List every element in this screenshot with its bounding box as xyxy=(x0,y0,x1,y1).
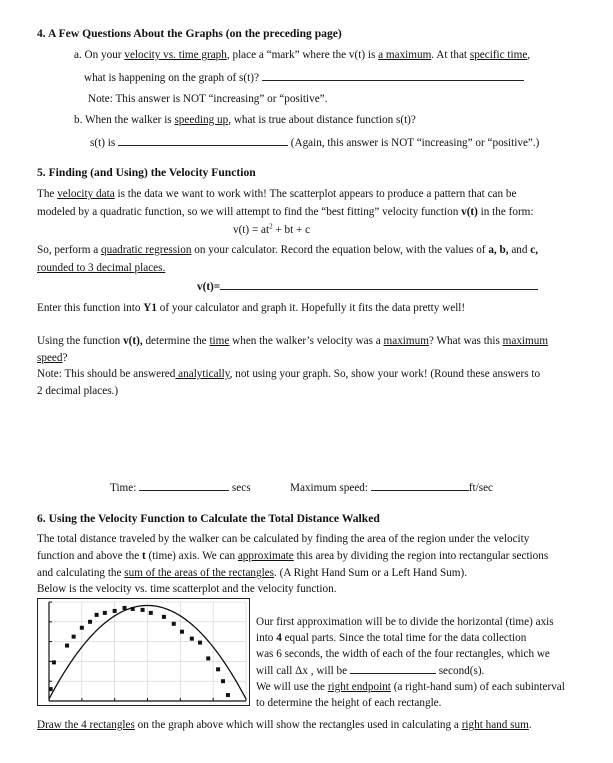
s6-final-link: Draw the 4 rectangles xyxy=(37,719,135,731)
data-point xyxy=(88,620,92,624)
s5-p3 xyxy=(37,301,465,315)
s6-final xyxy=(37,718,532,732)
s5-p4-a: Using the function xyxy=(37,335,124,347)
q4a-note: Note: This answer is NOT “increasing” or “positive”. xyxy=(88,93,328,105)
formula-sup: 2 xyxy=(269,222,273,231)
max-speed-answer-blank[interactable] xyxy=(371,480,469,491)
s5-formula xyxy=(233,223,310,237)
s6-r5b: (a right-hand sum) of each subinterval xyxy=(390,681,565,693)
s5-p5-line2: 2 decimal places.) xyxy=(37,385,119,397)
data-point xyxy=(52,660,56,664)
q4b-line1 xyxy=(74,113,416,127)
vt-answer-blank[interactable] xyxy=(220,279,538,290)
s5-p5-line1 xyxy=(37,367,540,381)
q4b-line2 xyxy=(90,135,539,150)
data-point xyxy=(172,622,176,626)
q4a-mid2: . At that xyxy=(431,49,470,61)
s5-p5-b: , not using your graph. So, show your work! (Round these answers to xyxy=(229,368,541,380)
data-point xyxy=(65,644,69,648)
data-point xyxy=(180,630,184,634)
s5-p1-vt: v(t) xyxy=(461,206,478,218)
data-point xyxy=(190,637,194,641)
s5-p4-line2 xyxy=(37,351,67,365)
s5-p2-c: c, xyxy=(530,244,539,256)
data-point xyxy=(206,656,210,660)
s6-l2 xyxy=(37,549,548,563)
s6-l4: Below is the velocity vs. time scatterplot and the velocity function. xyxy=(37,583,337,595)
s5-p4-c: when the walker’s velocity was a xyxy=(229,335,384,347)
q4b-answer-blank[interactable] xyxy=(118,135,288,146)
s5-p4-time: time xyxy=(209,335,230,347)
data-point xyxy=(123,606,127,610)
secs-label: secs xyxy=(231,482,251,494)
q4b-end: , what is true about distance function s(t)? xyxy=(228,114,416,126)
s6-r2c: equal parts. Since the total time for the data collection xyxy=(281,632,527,644)
s6-l2b: (time) axis. We can xyxy=(145,550,238,562)
s6-r2a: into xyxy=(256,632,277,644)
s5-p5-link: analytically xyxy=(175,368,230,380)
s6-r5 xyxy=(256,680,565,694)
s6-l2link: approximate xyxy=(237,550,294,562)
s6-r4 xyxy=(256,663,484,678)
data-point xyxy=(103,611,107,615)
s5-p2-line2: rounded to 3 decimal places. xyxy=(37,262,166,274)
s5-p4-b: determine the xyxy=(142,335,210,347)
s5-p1-b: is the data we want to work with! The scatterplot appears to produce a pattern that can be xyxy=(114,188,517,200)
data-point xyxy=(80,626,84,630)
s5-p3-a: Enter this function into xyxy=(37,302,144,314)
s6-r6: to determine the height of each rectangle. xyxy=(256,697,442,709)
s5-p4-qmark: ? xyxy=(62,352,68,364)
vt-label: v(t)= xyxy=(197,281,221,293)
formula-b: + bt + c xyxy=(272,224,311,236)
s5-p1-link: velocity data xyxy=(57,188,115,200)
data-point xyxy=(198,641,202,645)
q4a-line1 xyxy=(74,48,530,62)
s5-p4-maxlink: maximum xyxy=(502,335,549,347)
s5-p1-line2b: in the form: xyxy=(477,206,534,218)
q4b-note: (Again, this answer is NOT “increasing” or “positive”.) xyxy=(290,137,540,149)
data-point xyxy=(149,611,153,615)
max-speed-row xyxy=(290,480,493,495)
section-6-heading: 6. Using the Velocity Function to Calculate the Total Distance Walked xyxy=(37,512,380,525)
time-label: Time: xyxy=(110,482,137,494)
data-point xyxy=(216,667,220,671)
s6-final-end: . xyxy=(528,719,532,731)
s5-p2-a: So, perform a xyxy=(37,244,102,256)
q4a-end: , xyxy=(527,49,531,61)
s5-p3-y1: Y1 xyxy=(143,302,157,314)
s6-l2t: t xyxy=(142,550,146,562)
s5-p2-abc: a, b, xyxy=(488,244,509,256)
q4a-answer-blank[interactable] xyxy=(262,70,524,81)
data-point xyxy=(95,613,99,617)
s5-p4-speed: speed xyxy=(37,352,63,364)
s5-p1-line2a: modeled by a quadratic function, so we will attempt to find the “best fitting” velocity function xyxy=(37,206,462,218)
s5-p2-b: on your calculator. Record the equation below, with the values of xyxy=(191,244,489,256)
section-4-heading: 4. A Few Questions About the Graphs (on the preceding page) xyxy=(37,27,342,40)
time-answer-blank[interactable] xyxy=(139,480,229,491)
s6-l3 xyxy=(37,566,467,580)
s6-r1: Our first approximation will be to divide the horizontal (time) axis xyxy=(256,616,554,628)
q4b-label: s(t) is xyxy=(90,137,116,149)
s6-l2c: this area by dividing the region into rectangular sections xyxy=(293,550,549,562)
fts-label: ft/sec xyxy=(468,482,494,494)
s6-r2b: 4 xyxy=(276,632,282,644)
s6-l3link: sum of the areas of the rectangles xyxy=(124,567,275,579)
delta-x-answer-blank[interactable] xyxy=(350,663,436,674)
q4a-mid1: , place a “mark” where the v(t) is xyxy=(226,49,379,61)
s5-p4-max: maximum xyxy=(383,335,429,347)
s5-p3-b: of your calculator and graph it. Hopefully it fits the data pretty well! xyxy=(156,302,466,314)
s6-r5link: right endpoint xyxy=(327,681,391,693)
q4b-link: speeding up xyxy=(174,114,229,126)
q4a-link-graph: velocity vs. time graph xyxy=(124,49,227,61)
s5-p4-line1 xyxy=(37,334,548,348)
data-point xyxy=(131,607,135,611)
data-point xyxy=(49,687,53,691)
q4a-question: what is happening on the graph of s(t)? xyxy=(84,72,259,84)
s6-r5a: We will use the xyxy=(256,681,328,693)
s6-r4a: will call Δx , will be xyxy=(256,665,348,677)
data-point xyxy=(226,693,230,697)
s5-p2-and: and xyxy=(508,244,531,256)
s5-p2-link: quadratic regression xyxy=(101,244,192,256)
max-speed-label: Maximum speed: xyxy=(290,482,368,494)
data-point xyxy=(113,609,117,613)
s5-p4-vt: v(t), xyxy=(123,335,143,347)
s6-final-mid: on the graph above which will show the rectangles used in calculating a xyxy=(134,719,462,731)
q4a-link-max: a maximum xyxy=(378,49,432,61)
s5-vt-line xyxy=(197,279,538,294)
section-5-heading: 5. Finding (and Using) the Velocity Function xyxy=(37,166,256,179)
s6-l3b: . (A Right Hand Sum or a Left Hand Sum). xyxy=(274,567,467,579)
velocity-scatterplot[interactable] xyxy=(37,598,250,706)
s5-p2-line1 xyxy=(37,243,538,257)
s6-r2 xyxy=(256,631,526,645)
s6-l3a: and calculating the xyxy=(37,567,125,579)
formula-a: v(t) = at xyxy=(233,224,270,236)
s6-l2a: function and above the xyxy=(37,550,143,562)
time-row xyxy=(110,480,251,495)
s5-p1-line1 xyxy=(37,187,516,201)
q4a-link-time: specific time xyxy=(469,49,528,61)
s6-r4b: second(s). xyxy=(438,665,485,677)
data-point xyxy=(162,615,166,619)
q4a-line2 xyxy=(84,70,524,85)
s6-r3: was 6 seconds, the width of each of the four rectangles, which we xyxy=(256,648,550,660)
s5-p4-d: ? What was this xyxy=(428,335,503,347)
data-point xyxy=(72,635,76,639)
s6-final-link2: right hand sum xyxy=(461,719,529,731)
data-point xyxy=(141,608,145,612)
s5-p1-a: The xyxy=(37,188,58,200)
s6-l1: The total distance traveled by the walker can be calculated by finding the area of the region under the velocity xyxy=(37,533,530,545)
q4b-prefix: b. When the walker is xyxy=(74,114,175,126)
s5-p5-a: Note: This should be answered xyxy=(37,368,176,380)
s5-p1-line2 xyxy=(37,205,534,219)
data-point xyxy=(221,679,225,683)
q4a-prefix: a. On your xyxy=(74,49,125,61)
